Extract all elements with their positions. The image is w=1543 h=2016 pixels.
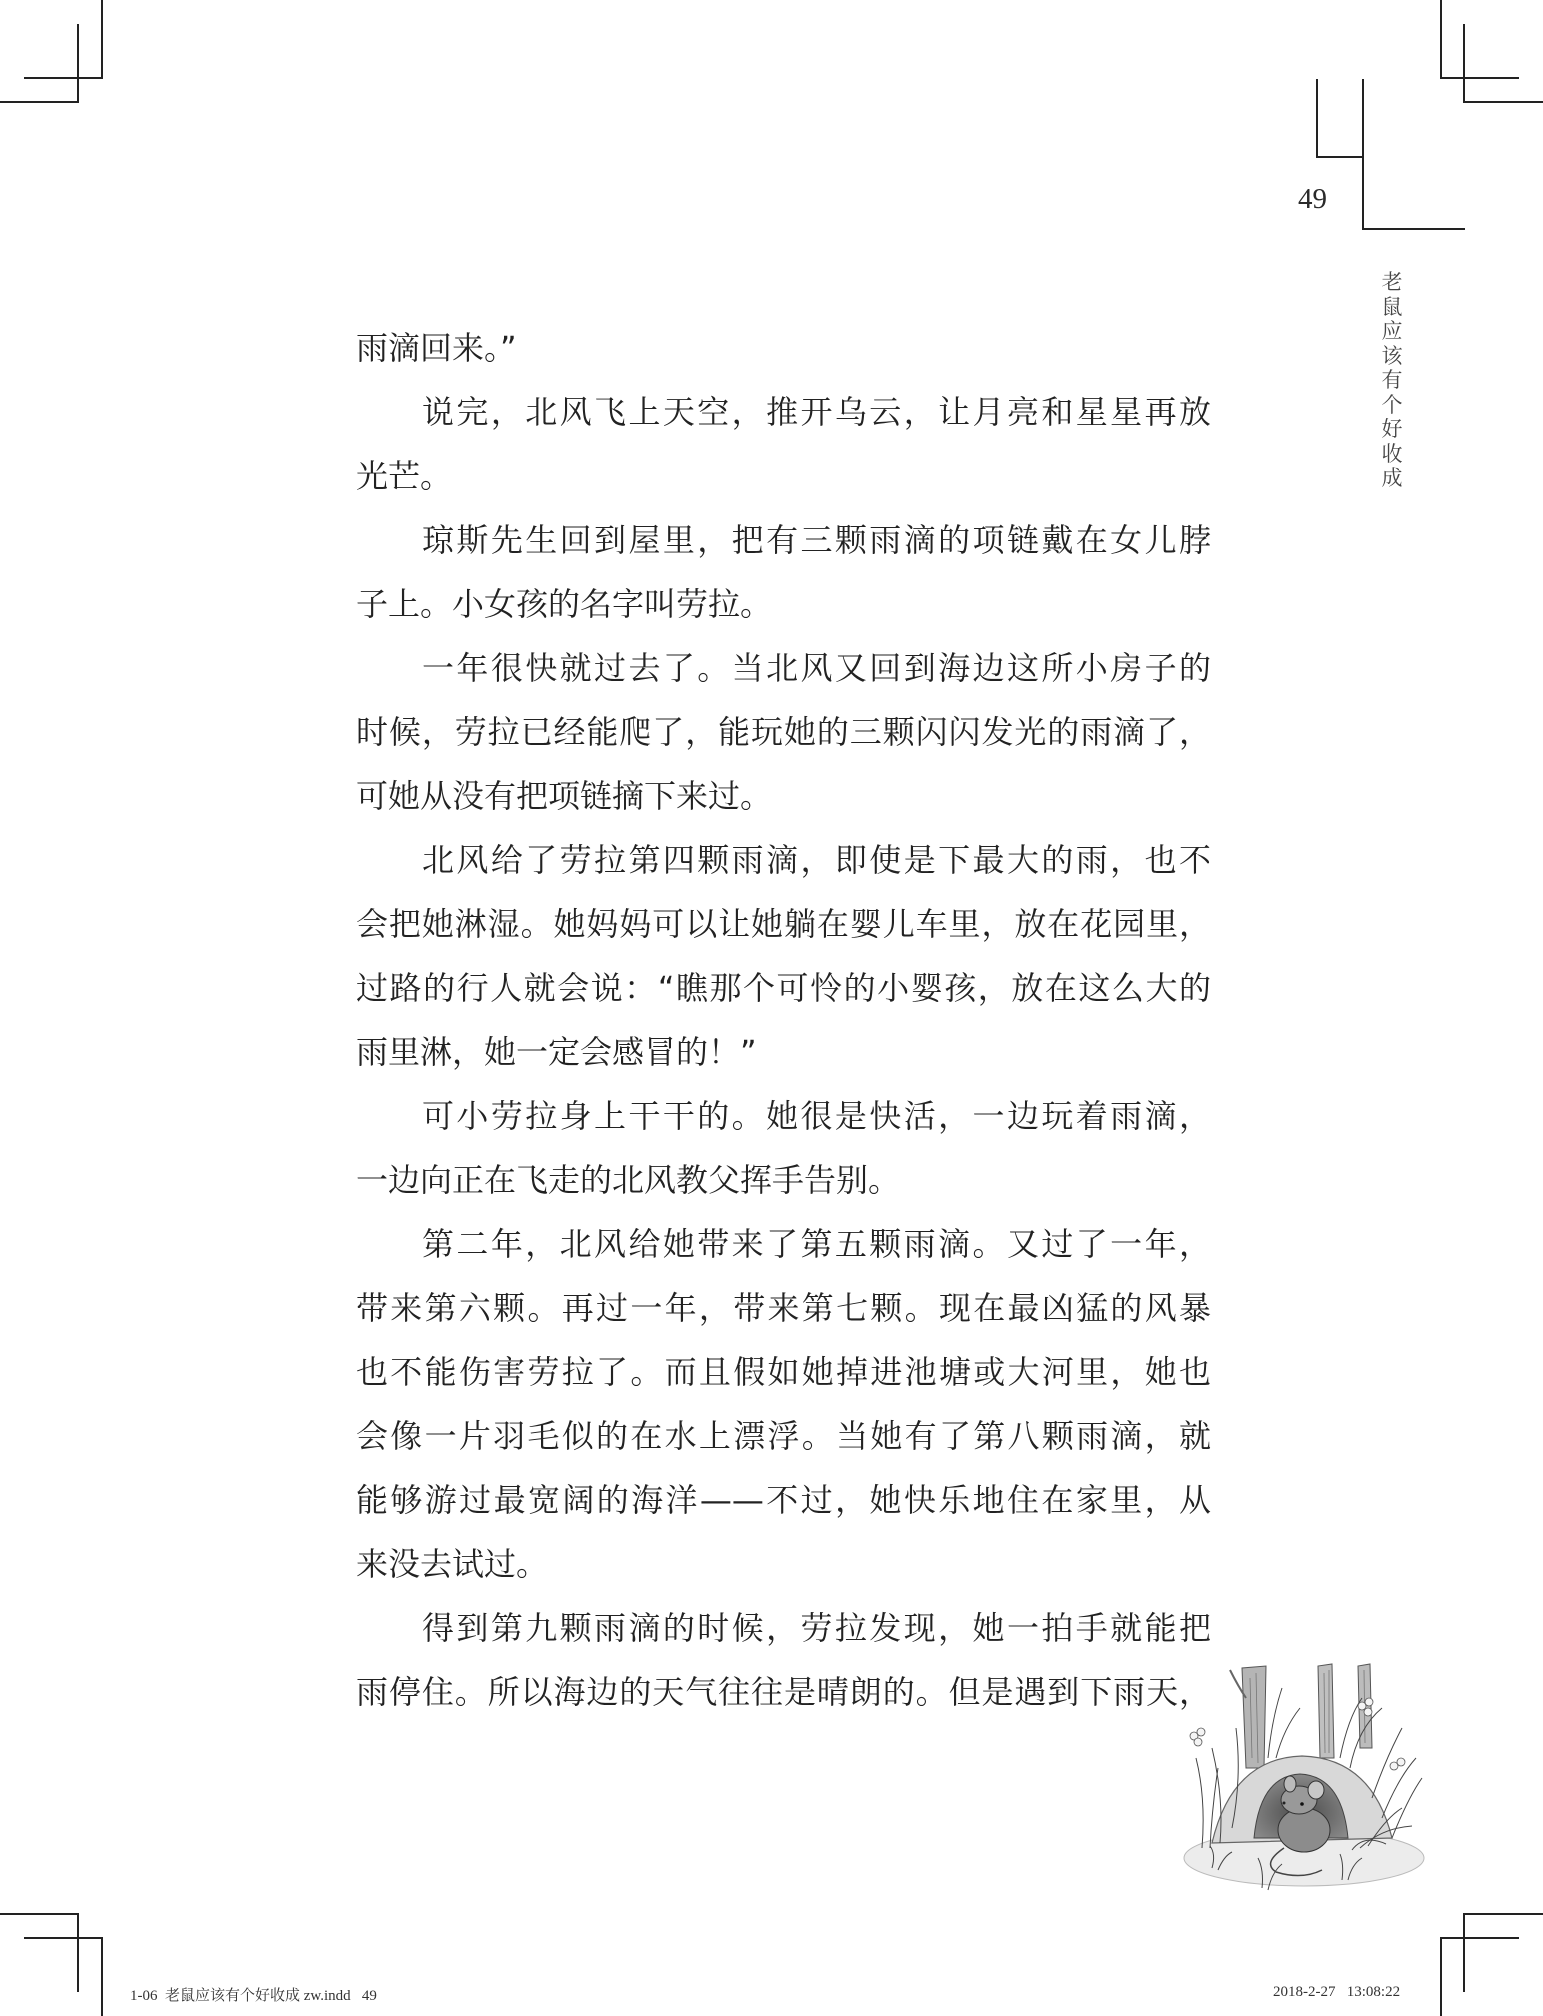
text-line: 带来第六颗。再过一年，带来第七颗。现在最凶猛的风暴 (356, 1289, 1211, 1327)
text-line: 说完，北风飞上天空，推开乌云，让月亮和星星再放 (422, 393, 1211, 431)
text-line: 一年很快就过去了。当北风又回到海边这所小房子的 (422, 649, 1211, 687)
crop-mark-bottom-right-horizontal-inner (1440, 1937, 1519, 1939)
mouse-illustration-icon (1172, 1658, 1434, 1898)
text-line: 琼斯先生回到屋里，把有三颗雨滴的项链戴在女儿脖 (422, 521, 1211, 559)
text-line: 也不能伤害劳拉了。而且假如她掉进池塘或大河里，她也 (356, 1353, 1211, 1391)
crop-mark-bottom-right-vertical-outer (1440, 1937, 1442, 2016)
body-text (356, 327, 1211, 1735)
crop-mark-top-right-vertical-inner (1463, 24, 1465, 103)
crop-mark-top-right-vertical-outer (1440, 0, 1442, 79)
running-title-char: 个 (1381, 392, 1403, 417)
text-line: 北风给了劳拉第四颗雨滴，即使是下最大的雨，也不 (422, 841, 1211, 879)
running-title-vertical (1379, 270, 1405, 491)
page-number: 49 (1298, 183, 1327, 215)
crop-mark-bottom-left-horizontal-inner (24, 1937, 103, 1939)
text-line: 一边向正在飞走的北风教父挥手告别。 (356, 1161, 901, 1199)
folio-mark-right-horizontal (1362, 228, 1465, 230)
crop-mark-top-right-horizontal-inner (1440, 77, 1519, 79)
running-title-char: 收 (1381, 441, 1403, 466)
crop-mark-bottom-left-vertical-inner (77, 1913, 79, 1992)
crop-mark-top-left-vertical-outer (101, 0, 103, 78)
crop-mark-bottom-right-vertical-inner (1463, 1913, 1465, 1992)
crop-mark-top-left-horizontal-inner (24, 77, 103, 79)
running-title-char: 好 (1381, 417, 1403, 441)
text-line: 时候，劳拉已经能爬了，能玩她的三颗闪闪发光的雨滴了， (356, 713, 1211, 751)
text-line: 会把她淋湿。她妈妈可以让她躺在婴儿车里，放在花园里， (356, 905, 1211, 943)
footer-file-slug: 1-06 老鼠应该有个好收成 zw.indd 49 (130, 1988, 377, 2004)
footer-timestamp: 2018-2-27 13:08:22 (1273, 1984, 1401, 2000)
text-line: 雨滴回来。” (356, 329, 517, 367)
running-title-char: 老 (1381, 270, 1403, 294)
text-line: 过路的行人就会说：“瞧那个可怜的小婴孩，放在这么大的 (356, 969, 1211, 1007)
running-title-char: 应 (1381, 319, 1403, 343)
text-line: 会像一片羽毛似的在水上漂浮。当她有了第八颗雨滴，就 (356, 1417, 1211, 1455)
text-line: 第二年，北风给她带来了第五颗雨滴。又过了一年， (422, 1225, 1211, 1263)
text-line: 光芒。 (356, 457, 453, 495)
folio-mark-right-vertical (1362, 79, 1364, 230)
text-line: 得到第九颗雨滴的时候，劳拉发现，她一拍手就能把 (422, 1609, 1211, 1647)
mouse-burrow-illustration (1172, 1658, 1434, 1898)
crop-mark-bottom-left-vertical-outer (101, 1937, 103, 2016)
crop-mark-bottom-right-horizontal-outer (1463, 1913, 1543, 1915)
crop-mark-top-left-vertical-inner (77, 24, 79, 103)
crop-mark-bottom-left-horizontal-outer (0, 1913, 79, 1915)
running-title-char: 有 (1381, 368, 1403, 392)
text-line: 可她从没有把项链摘下来过。 (356, 777, 773, 815)
text-line: 雨停住。所以海边的天气往往是晴朗的。但是遇到下雨天， (356, 1673, 1211, 1711)
text-line: 子上。小女孩的名字叫劳拉。 (356, 585, 773, 623)
folio-mark-left-vertical (1316, 79, 1318, 157)
crop-mark-top-left-horizontal-outer (0, 101, 79, 103)
text-line: 可小劳拉身上干干的。她很是快活，一边玩着雨滴， (422, 1097, 1211, 1135)
running-title-char: 该 (1381, 343, 1403, 368)
running-title-char: 成 (1381, 466, 1403, 490)
text-line: 能够游过最宽阔的海洋——不过，她快乐地住在家里，从 (356, 1481, 1211, 1519)
folio-mark-left-horizontal (1316, 156, 1363, 158)
running-title-char: 鼠 (1381, 294, 1403, 319)
crop-mark-top-right-horizontal-outer (1463, 101, 1543, 103)
text-line: 来没去试过。 (356, 1545, 549, 1583)
text-line: 雨里淋，她一定会感冒的！” (356, 1033, 757, 1071)
